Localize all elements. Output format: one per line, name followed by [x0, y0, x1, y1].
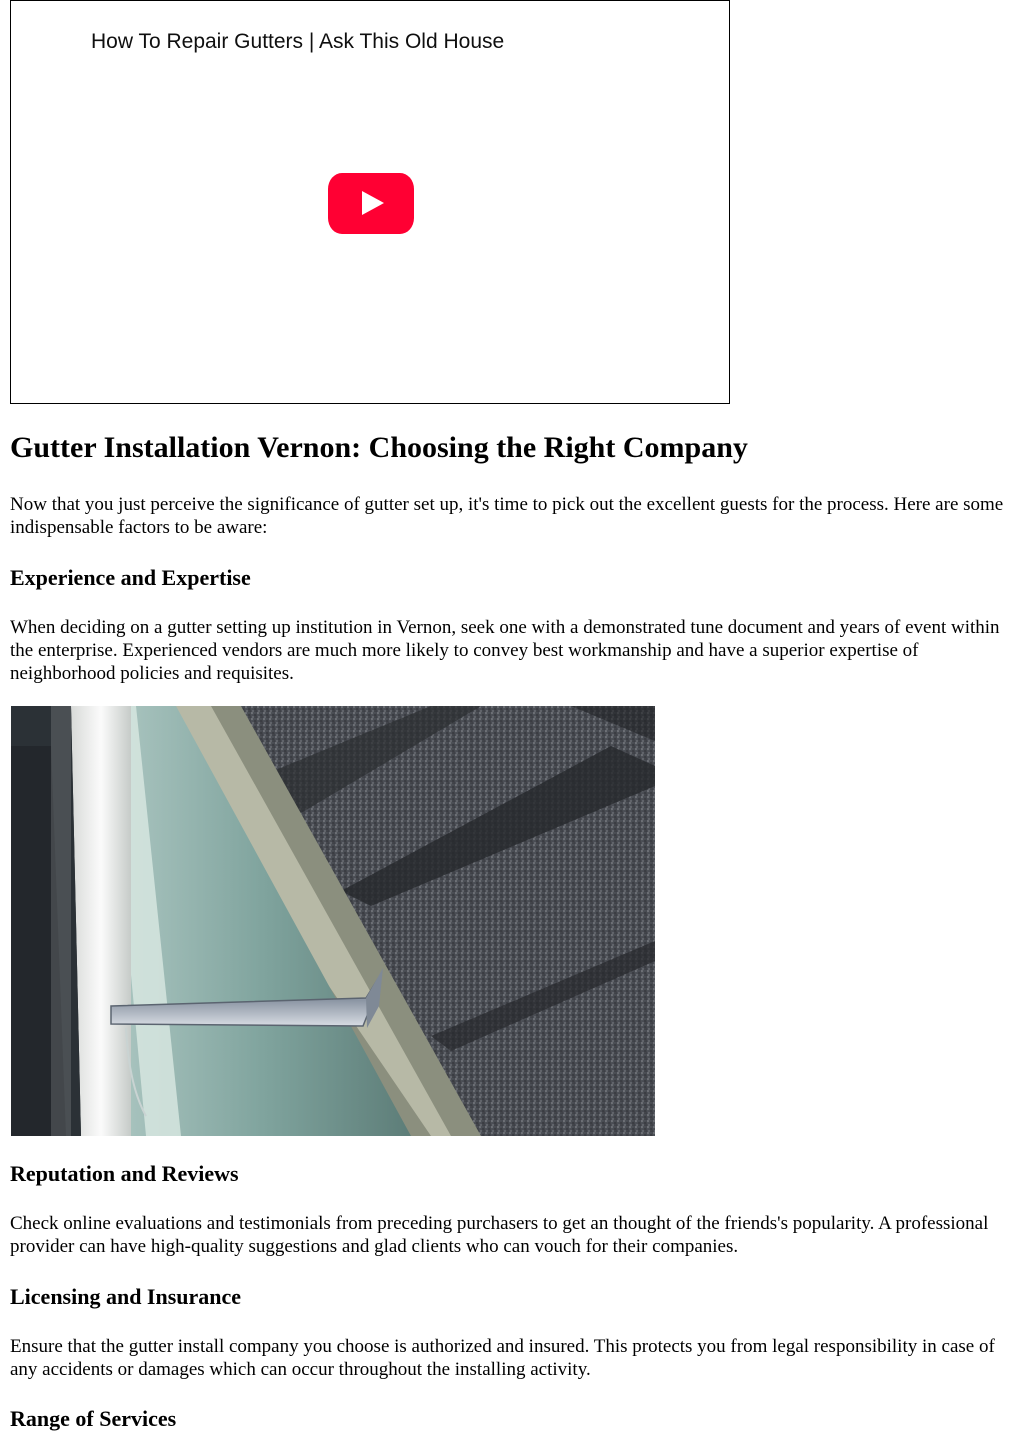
video-embed[interactable] — [10, 0, 730, 404]
section-body-reputation: Check online evaluations and testimonials from preceding purchasers to get an thought of the friends's popularity. A professional provider can have high-quality suggestions and glad clients who can vouch for their companies. — [10, 1213, 989, 1257]
play-icon — [362, 191, 384, 215]
section-heading-experience: Experience and Expertise — [10, 565, 251, 590]
video-title[interactable]: How To Repair Gutters | Ask This Old House — [91, 30, 505, 53]
gutter-photo — [11, 706, 655, 1136]
play-button[interactable] — [328, 173, 414, 234]
section-body-licensing: Ensure that the gutter install company you choose is authorized and insured. This protects you from legal responsibility in case of any accidents or damages which can occur throughout the installing activity. — [10, 1336, 995, 1380]
section-heading-licensing: Licensing and Insurance — [10, 1284, 242, 1309]
intro-paragraph: Now that you just perceive the significance of gutter set up, it's time to pick out the excellent guests for the process. Here are some indispensable factors to be aware: — [10, 494, 1004, 538]
section-body-experience: When deciding on a gutter setting up institution in Vernon, seek one with a demonstrated tune document and years of event within the enterprise. Experienced vendors are much more likely to convey best workmanship and have a superior expertise of neighborhood policies and requisites. — [10, 617, 1000, 684]
article-heading: Gutter Installation Vernon: Choosing the Right Company — [10, 431, 748, 464]
section-heading-services: Range of Services — [10, 1406, 177, 1431]
section-heading-reputation: Reputation and Reviews — [10, 1161, 239, 1186]
